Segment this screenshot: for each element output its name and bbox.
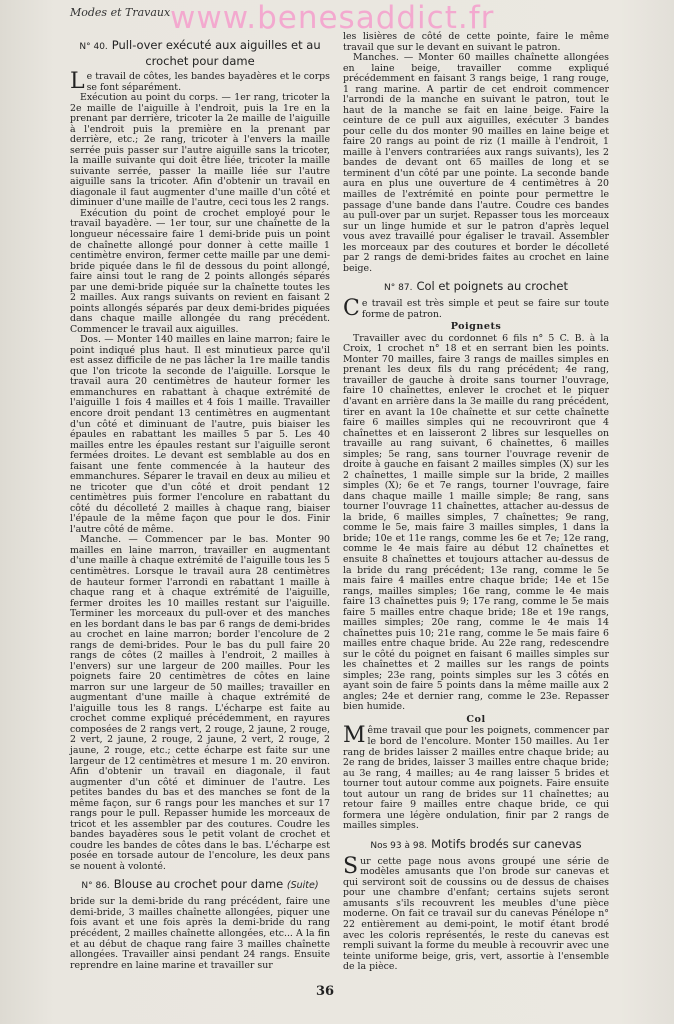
article-86-heading <box>70 877 330 893</box>
col-paragraph: Même travail que pour les poignets, commencer par le bord de l'encolure. Monter 150 mailles. Au 1er rang de brides laisser 2 mailles entre chaque bride; au 2e rang de brides, laisser 3 mailles entre chaque bride; au 3e rang, 4 mailles; au 4e rang laisser 5 brides et tourner tout autour comme aux poignets. Faire ensuite tout autour un rang de brides sur 11 chaînettes; au retour faire 9 mailles entre chaque bride, ce qui formera une légère ondulation, finir par 2 rangs de mailles simples. <box>343 723 609 832</box>
watermark-url: www.benesaddict.fr <box>170 0 495 36</box>
article-40-paragraph: Manche. — Commencer par le bas. Monter 90 mailles en laine marron, travailler en augmentant d'une maille à chaque extrémité de l'aiguille tous les 5 centimètres. Lorsque le travail aura 28 centimètres de hauteur former l'arrondi en rabattant 1 maille à chaque rang et à chaque extrémité de l'aiguille, fermer droites les 10 mailles restant sur l'aiguille. Terminer les morceaux du pull-over et des manches en les bordant dans le bas par 6 rangs de demi-brides au crochet en laine marron; border l'encolure de 2 rangs de demi-brides. Pour le bas du pull faire 20 rangs de côtes (2 mailles à l'endroit, 2 mailles à l'envers) sur une largeur de 200 mailles. Pour les poignets faire 20 centimètres de côtes en laine marron sur une largeur de 50 mailles; travailler en augmentant d'une maille à chaque extrémité de l'aiguille tous les 8 rangs. L'écharpe est faite au crochet comme expliqué précédemment, en rayures composées de 2 rangs vert, 2 rouge, 2 jaune, 2 rouge, 2 vert, 2 jaune, 2 rouge, 2 jaune, 2 vert, 2 rouge, 2 jaune, 2 rouge, etc.; cette écharpe est faite sur une largeur de 12 centimètres et mesure 1 m. 20 environ. Afin d'obtenir un travail en diagonale, il faut augmenter d'un côté et diminuer de l'autre. Les petites bandes du bas et des manches se font de la même façon, sur 6 rangs pour les manches et sur 17 rangs pour le pull. Repasser humide les morceaux de tricot et les assembler par des coutures. Coudre les bandes bayadères sous le petit volant de crochet et coudre les bandes de côtes dans le bas. L'écharpe est posée en torsade autour de l'encolure, les deux pans se nouent à volonté. <box>70 534 330 872</box>
continuation-paragraph: les lisières de côté de cette pointe, faire le même travail que sur le devant en suivant le patron. <box>343 31 609 53</box>
col-subtitle: Col <box>466 713 486 725</box>
article-40-title: Pull-over exécuté aux aiguilles et au crochet pour dame <box>111 38 321 68</box>
article-87-intro: Ce travail est très simple et peut se faire sur toute forme de patron. <box>343 296 609 322</box>
article-93-paragraph: Sur cette page nous avons groupé une série de modèles amusants que l'on brode sur canevas et qui serviront soit de coussins ou de dessus de chaises pour une chambre d'enfant; certains sujets seront amusants s'ils recouvrent les meubles d'une pièce moderne. On fait ce travail sur du canevas Pénélope n° 22 entièrement au demi-point, le motif étant brodé avec les coloris représentés, le reste du canevas est rempli suivant la forme du meuble à recouvrir avec une teinte uniforme beige, gris, vert, assortie à l'ensemble de la pièce. <box>343 853 609 973</box>
article-86-title: Blouse au crochet pour dame <box>113 877 284 892</box>
poignets-paragraph: Travailler avec du cordonnet 6 fils n° 5 C. B. à la Croix, 1 crochet n° 18 et en serrant bien les points. Monter 70 mailles, faire 3 rangs de mailles simples en prenant les deux fils du rang précédent; 4e rang, travailler de gauche à droite sans tourner l'ouvrage, faire 10 chaînettes, enlever le crochet et le piquer d'avant en arrière dans la 3e maille du rang précédent, tirer en avant la 10e chaînette et sur cette chaînette faire 6 mailles simples qui ne recouvriront que 4 chaînettes et en laisseront 2 libres sur lesquelles on travaille au rang suivant, 6 chaînettes, 6 mailles simples; 5e rang, sans tourner l'ouvrage revenir de droite à gauche en faisant 2 mailles simples (X) sur les 2 chaînettes, 1 maille simple sur la bride, 2 mailles simples (X); 6e et 7e rangs, tourner l'ouvrage, faire dans chaque maille 1 maille simple; 8e rang, sans tourner l'ouvrage 11 chaînettes, attacher au-dessus de la bride, 6 mailles simples, 7 chaînettes; 9e rang, comme le 5e, mais faire 3 mailles simples, 1 dans la bride; 10e et 11e rangs, comme les 6e et 7e; 12e rang, comme le 4e mais faire au début 12 chaînettes et ensuite 8 chaînettes et toujours attacher au-dessus de la bride du rang précédent; 13e rang, comme le 5e mais faire 4 mailles entre chaque bride; 14e et 15e rangs, mailles simples; 16e rang, comme le 4e mais faire 13 chaînettes puis 9; 17e rang, comme le 5e mais faire 5 mailles entre chaque bride; 18e et 19e rangs, mailles simples; 20e rang, comme le 4e mais 14 chaînettes puis 10; 21e rang, comme le 5e mais faire 6 mailles entre chaque bride. Au 22e rang, redescendre sur le côté du poignet en faisant 6 mailles simples sur les chaînettes et 2 mailles sur les rangs de points simples; 23e rang, points simples sur les 3 côtés en ayant soin de faire 5 points dans la même maille aux 2 angles; 24e et dernier rang, comme le 23e. Repasser bien humide. <box>343 332 609 713</box>
article-40-heading <box>70 38 330 68</box>
continuation-paragraph: Manches. — Monter 60 mailles chaînette allongées en laine beige, travailler comme expliqué précédemment en faisant 3 rangs beige, 1 rang rouge, 1 rang marine. A partir de cet endroit commencer l'arrondi de la manche en suivant le patron, tout le haut de la manche se fait en laine beige. Faire la ceinture de ce pull aux aiguilles, exécuter 3 bandes pour celle du dos monter 90 mailles en laine beige et faire 20 rangs au point de riz (1 maille à l'endroit, 1 maille à l'envers contrariées aux rangs suivants), les 2 bandes de devant ont 65 mailles de long et se terminent d'un côté par une pointe. La seconde bande aura en plus une ouverture de 4 centimètres à 20 mailles de l'extrémité en pointe pour permettre le passage d'une bande dans l'autre. Coudre ces bandes au pull-over par un surjet. Repasser tous les morceaux sur un linge humide et sur le patron d'après lequel vous avez travaillé pour égaliser le travail. Assembler les morceaux par des coutures et border le décolleté par 2 rangs de demi-brides faites au crochet en laine beige. <box>343 52 609 274</box>
article-86-suite: (Suite) <box>286 880 319 892</box>
article-87-title: Col et poignets au crochet <box>416 279 568 294</box>
article-40-paragraph: Exécution au point du corps. — 1er rang, tricoter la 2e maille de l'aiguille à l'endroit, puis la 1re en la prenant par derrière, tricoter la 2e maille de l'aiguille à l'endroit puis la première en la prenant par derrière, etc.; 2e rang, tricoter à l'envers la maille serrée puis passer sur l'autre aiguille sans la tricoter, la maille suivante qui doit être liée, tricoter la maille suivante serrée, passer la maille liée sur l'autre aiguille sans la tricoter. Afin d'obtenir un travail en diagonale il faut augmenter d'une maille d'un côté et diminuer d'une maille de l'autre, ceci tous les 2 rangs. <box>70 92 330 209</box>
article-40-number: N° 40. <box>79 42 108 52</box>
running-head: Modes et Travaux <box>70 6 171 19</box>
drop-cap: C <box>343 296 360 322</box>
drop-cap: M <box>343 723 366 749</box>
article-86-number: N° 86. <box>81 881 110 892</box>
article-93-number: Nos 93 à 98. <box>370 840 428 851</box>
article-40-paragraph: Dos. — Monter 140 mailles en laine marron; faire le point indiqué plus haut. Il est minutieux parce qu'il est assez difficile de ne pas lâcher la 1re maille tandis que l'on tricote la seconde de l'aiguille. Lorsque le travail aura 20 centimètres de hauteur former les emmanchures en rabattant à chaque extrémité de l'aiguille 1 fois 4 mailles et 4 fois 1 maille. Travailler encore droit pendant 13 centimètres en augmentant d'un côté et diminuant de l'autre, puis biaiser les épaules en rabattant les mailles 5 par 5. Les 40 mailles entre les épaules restant sur l'aiguille seront fermées droites. Le devant est semblable au dos en faisant une fente commencée à la hauteur des emmanchures. Séparer le travail en deux au milieu et ne tricoter que d'un côté et droit pendant 12 centimètres puis former l'encolure en rabattant du côté du décolleté 2 mailles à chaque rang, biaiser l'épaule de la même façon que pour le dos. Finir l'autre côté de même. <box>70 334 330 535</box>
article-87-number: N° 87. <box>384 283 413 294</box>
article-93-title: Motifs brodés sur canevas <box>431 836 582 851</box>
article-86-paragraph: bride sur la demi-bride du rang précédent, faire une demi-bride, 3 mailles chaînette allongées, piquer une fois avant et une fois après la demi-bride du rang précédent, 2 mailles chaînette allongées, etc... A la fin et au début de chaque rang faire 3 mailles chaînette allongées. Travailler ainsi pendant 24 rangs. Ensuite reprendre en laine marine et travailler sur <box>70 896 330 971</box>
right-column <box>343 32 609 973</box>
article-40-paragraph: Exécution du point de crochet employé pour le travail bayadère. — 1er tour, sur une chaînette de la longueur nécessaire faire 1 demi-bride puis un point de chaînette allongé pour donner à cette maille 1 centimètre environ, fermer cette maille par une demi-bride piquée dans le fil de dessous du point allongé, faire ainsi tout le rang de 2 points allongés séparés par une demi-bride piquée sur la chaînette toutes les 2 mailles. Aux rangs suivants on revient en faisant 2 points allongés séparés par deux demi-brides piquées dans chaque maille allongée du rang précédent. Commencer le travail aux aiguilles. <box>70 207 330 335</box>
left-column <box>70 36 330 971</box>
drop-cap: S <box>343 853 359 879</box>
article-93-heading <box>343 837 609 853</box>
drop-cap: L <box>70 69 85 94</box>
article-40-intro: Le travail de côtes, les bandes bayadères et le corps se font séparément. <box>70 69 330 94</box>
poignets-subtitle: Poignets <box>450 321 502 333</box>
article-87-heading <box>343 279 609 295</box>
page-number: 36 <box>316 984 335 999</box>
